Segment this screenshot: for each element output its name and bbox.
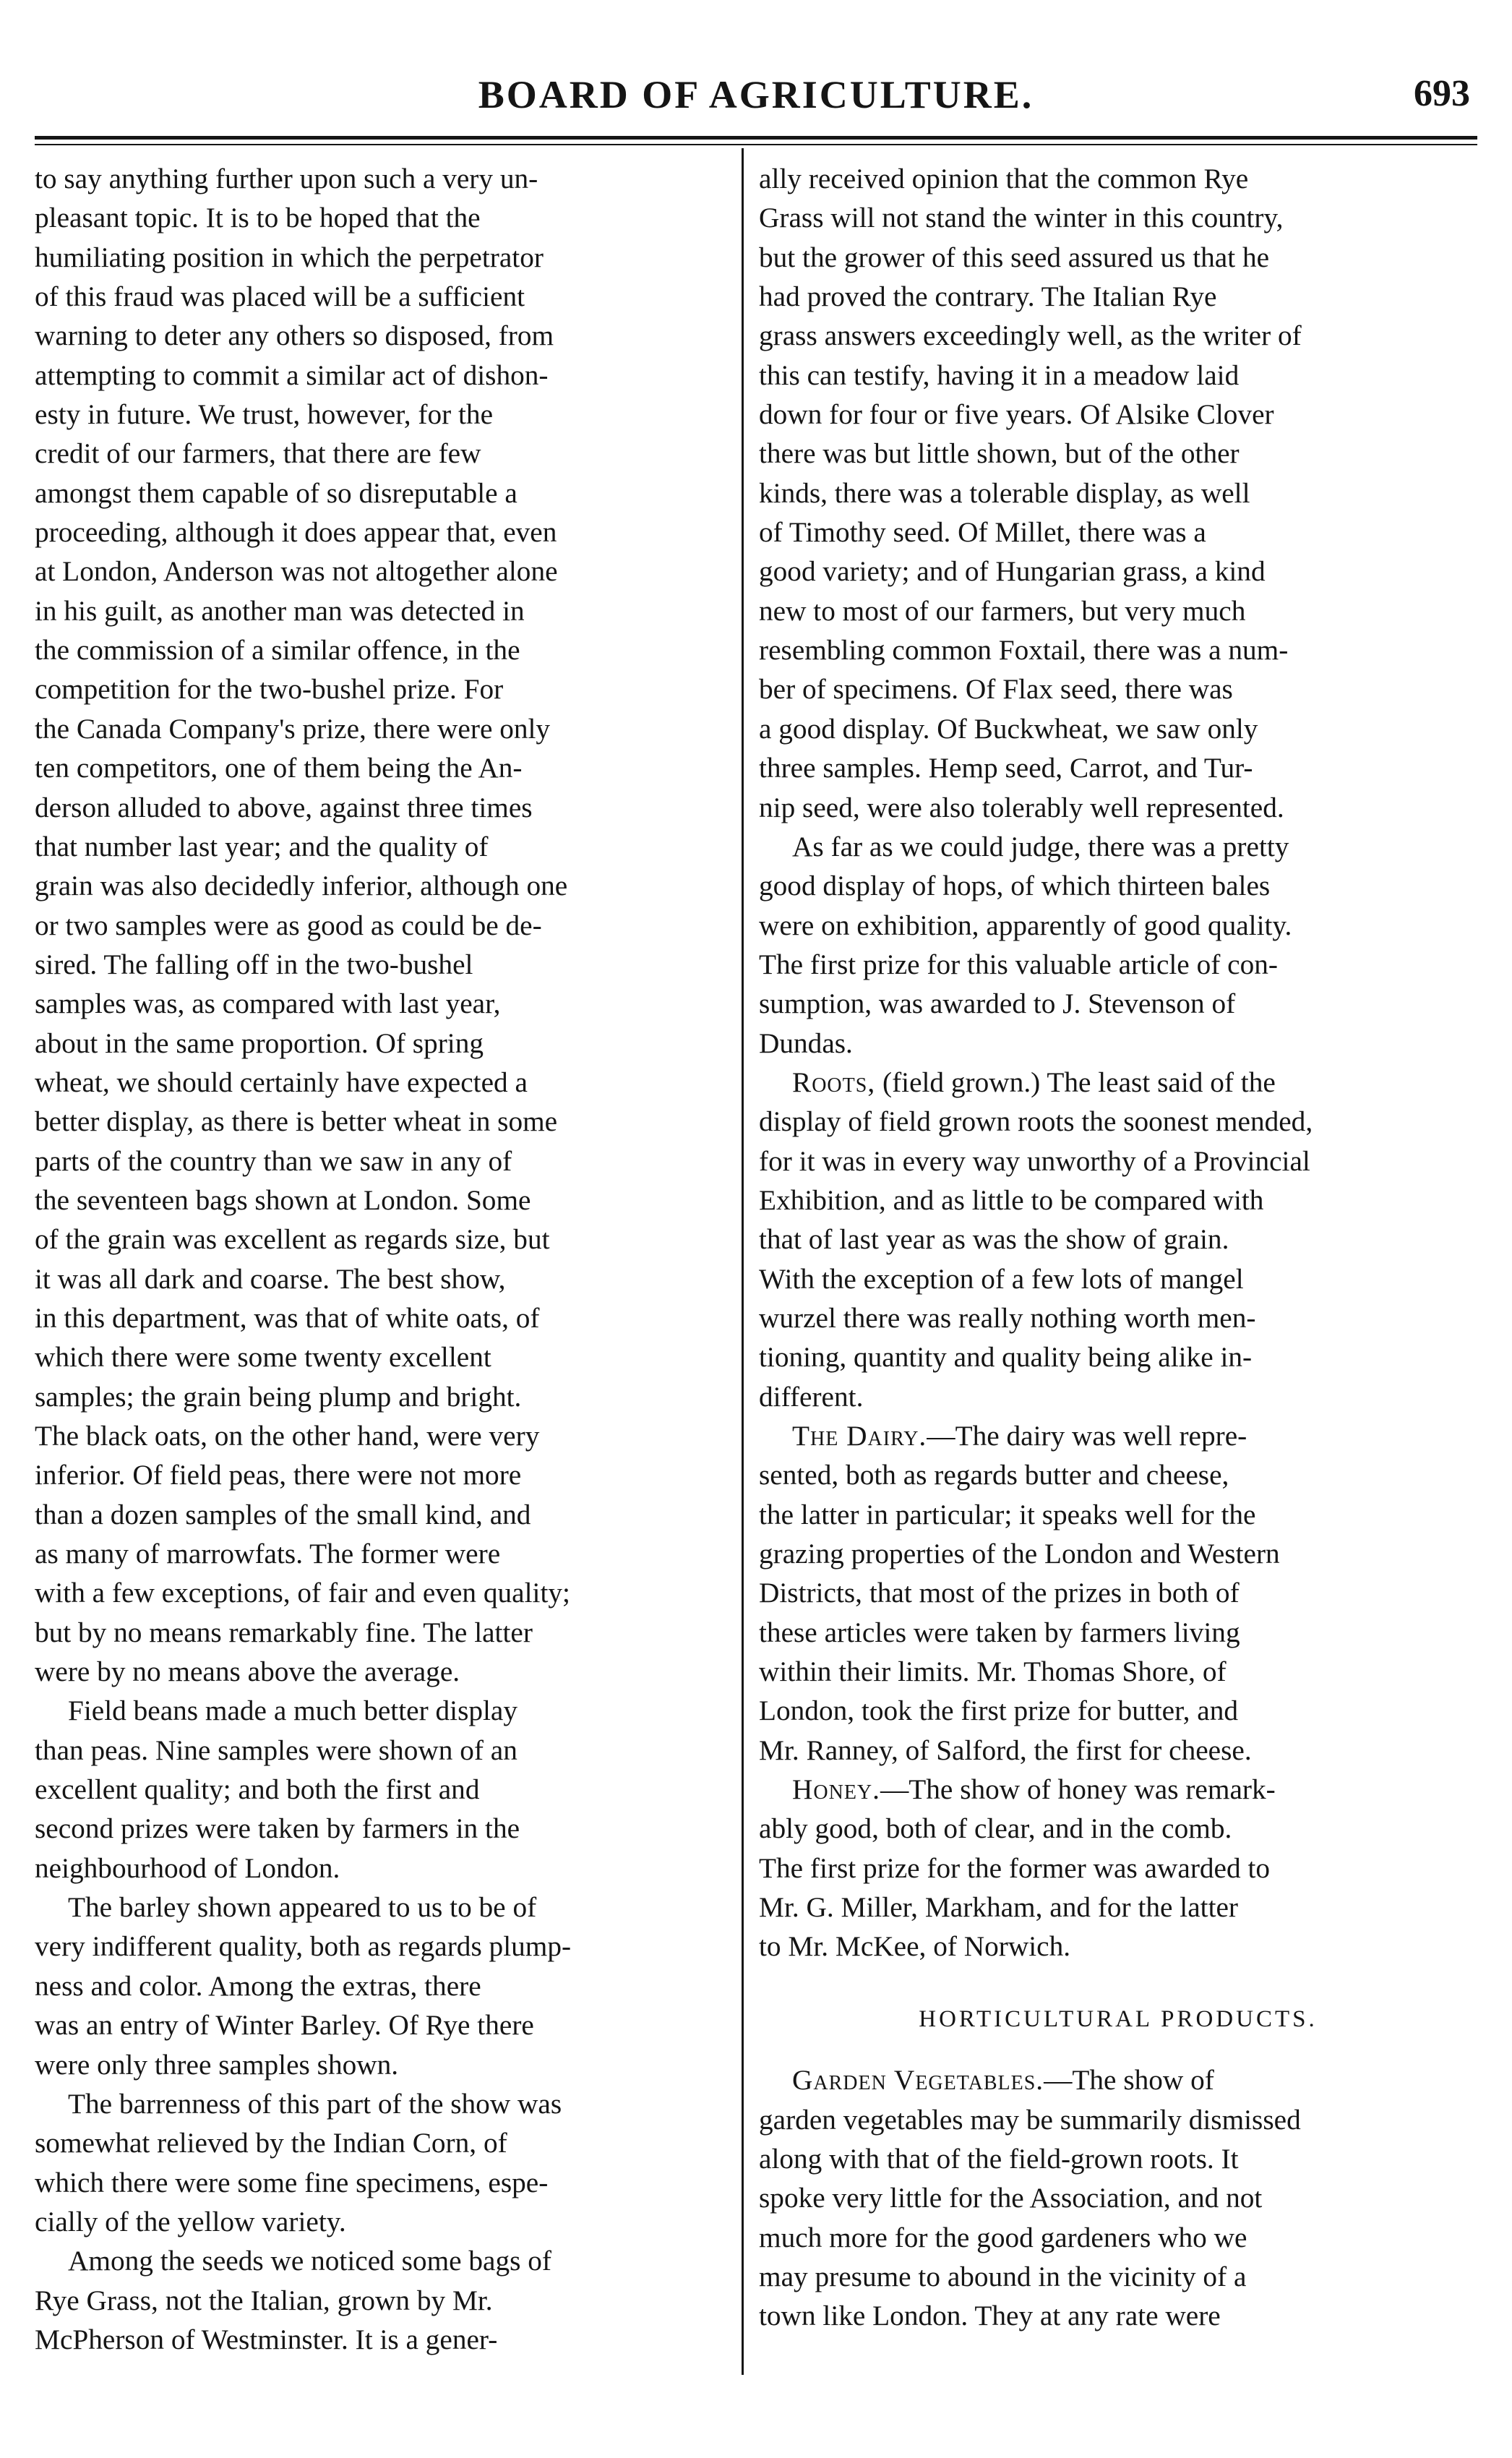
right-column <box>759 159 1477 2415</box>
text-line: better display, as there is better wheat in some <box>35 1105 558 1138</box>
text-line: or two samples were as good as could be de- <box>35 909 542 941</box>
text-line: second prizes were taken by farmers in the <box>35 1812 520 1845</box>
paragraph-seeds <box>35 2241 721 2359</box>
paragraph-fraud-and-grain <box>35 159 721 1691</box>
text-line: Mr. G. Miller, Markham, and for the latter <box>759 1891 1239 1924</box>
text-line: Mr. Ranney, of Salford, the first for cheese. <box>759 1734 1252 1766</box>
text-line: grain was also decidedly inferior, although one <box>35 870 568 902</box>
text-line: than a dozen samples of the small kind, and <box>35 1498 531 1530</box>
paragraph-lead: Roots, <box>792 1066 876 1098</box>
text-line: Rye Grass, not the Italian, grown by Mr. <box>35 2284 493 2316</box>
text-line: ally received opinion that the common Rye <box>759 163 1249 194</box>
text-line: as many of marrowfats. The former were <box>35 1538 501 1570</box>
text-line: McPherson of Westminster. It is a gener- <box>35 2323 498 2355</box>
text-line: inferior. Of field peas, there were not more <box>35 1459 522 1491</box>
text-line: along with that of the field-grown roots. It <box>759 2142 1239 2175</box>
paragraph-lead: Garden Vegetables. <box>792 2064 1044 2097</box>
page-header <box>35 56 1477 136</box>
text-line: three samples. Hemp seed, Carrot, and Tur- <box>759 752 1253 784</box>
text-line: good display of hops, of which thirteen bales <box>759 870 1271 902</box>
text-line: somewhat relieved by the Indian Corn, of <box>35 2127 507 2159</box>
text-line <box>759 2060 1477 2099</box>
text-line-rest: (field grown.) The least said of the <box>875 1066 1276 1098</box>
text-line-rest: —The dairy was well repre- <box>927 1420 1247 1452</box>
text-line: had proved the contrary. The Italian Rye <box>759 281 1217 313</box>
text-line: The barley shown appeared to us to be of <box>68 1891 537 1924</box>
text-line: the commission of a similar offence, in the <box>35 634 520 667</box>
text-line: of Timothy seed. Of Millet, there was a <box>759 516 1206 549</box>
text-line: ably good, both of clear, and in the comb. <box>759 1812 1232 1845</box>
text-line: was an entry of Winter Barley. Of Rye there <box>35 2009 534 2042</box>
text-line: different. <box>759 1380 864 1413</box>
text-line: garden vegetables may be summarily dismissed <box>759 2103 1301 2136</box>
text-line: credit of our farmers, that there are few <box>35 437 481 470</box>
column-divider <box>742 148 744 2375</box>
text-line: resembling common Foxtail, there was a num- <box>759 634 1289 667</box>
text-line: Dundas. <box>759 1027 853 1059</box>
text-line: but the grower of this seed assured us that he <box>759 241 1270 273</box>
text-line: which there were some twenty excellent <box>35 1341 491 1374</box>
text-line: esty in future. We trust, however, for the <box>35 398 494 431</box>
text-line: that number last year; and the quality of <box>35 830 489 862</box>
text-line: cially of the yellow variety. <box>35 2205 346 2238</box>
text-line: samples; the grain being plump and bright. <box>35 1380 522 1413</box>
text-line: this can testify, having it in a meadow laid <box>759 359 1240 391</box>
text-line <box>759 1416 1477 1455</box>
text-line: which there were some fine specimens, espe- <box>35 2166 549 2198</box>
running-title: BOARD OF AGRICULTURE. <box>478 73 1034 116</box>
text-line: The first prize for this valuable article of con- <box>759 948 1278 980</box>
text-line: display of field grown roots the soonest mended, <box>759 1105 1313 1138</box>
text-line: the latter in particular; it speaks well for the <box>759 1498 1256 1530</box>
paragraph-hops <box>759 827 1477 1063</box>
section-heading-horticultural: HORTICULTURAL PRODUCTS. <box>919 2005 1318 2032</box>
text-line: in his guilt, as another man was detected in <box>35 594 525 627</box>
text-line: but by no means remarkably fine. The latter <box>35 1616 533 1648</box>
text-line: nip seed, were also tolerably well represented. <box>759 791 1284 823</box>
text-line: town like London. They at any rate were <box>759 2300 1221 2332</box>
text-line: very indifferent quality, both as regards plump- <box>35 1930 572 1963</box>
paragraph-roots <box>759 1063 1477 1416</box>
paragraph-indian-corn <box>35 2084 721 2241</box>
text-line: about in the same proportion. Of spring <box>35 1027 484 1059</box>
text-line <box>759 1063 1477 1102</box>
text-line: Field beans made a much better display <box>68 1695 518 1727</box>
text-line: ness and color. Among the extras, there <box>35 1969 481 2002</box>
text-line: The barrenness of this part of the show was <box>68 2087 562 2120</box>
text-line: warning to deter any others so disposed, from <box>35 320 554 352</box>
text-line: than peas. Nine samples were shown of an <box>35 1734 517 1766</box>
text-line: sumption, was awarded to J. Stevenson of <box>759 988 1236 1020</box>
text-line: Grass will not stand the winter in this country, <box>759 202 1284 234</box>
text-line: ten competitors, one of them being the An- <box>35 752 523 784</box>
text-line: The first prize for the former was awarded to <box>759 1851 1271 1884</box>
text-line: for it was in every way unworthy of a Provincial <box>759 1144 1310 1177</box>
paragraph-rye-grass <box>759 159 1477 827</box>
text-line-rest: —The show of <box>1044 2064 1214 2097</box>
text-line: there was but little shown, but of the other <box>759 437 1240 470</box>
text-line: a good display. Of Buckwheat, we saw only <box>759 712 1258 745</box>
paragraph-field-beans <box>35 1691 721 1888</box>
paragraph-lead: Honey. <box>792 1773 880 1806</box>
text-line: of this fraud was placed will be a sufficient <box>35 281 525 313</box>
text-line: down for four or five years. Of Alsike Clover <box>759 398 1274 431</box>
text-line: grass answers exceedingly well, as the writer of <box>759 320 1302 352</box>
text-line: excellent quality; and both the first and <box>35 1773 480 1806</box>
text-line <box>759 1770 1477 1809</box>
text-line: good variety; and of Hungarian grass, a kind <box>759 555 1266 588</box>
text-line: sented, both as regards butter and cheese, <box>759 1459 1229 1491</box>
text-line: derson alluded to above, against three times <box>35 791 533 823</box>
paragraph-garden-vegetables <box>759 2060 1477 2335</box>
text-line: With the exception of a few lots of mangel <box>759 1262 1244 1295</box>
text-line: to say anything further upon such a very un- <box>35 163 538 194</box>
text-line: new to most of our farmers, but very much <box>759 594 1246 627</box>
text-line: kinds, there was a tolerable display, as well <box>759 476 1250 509</box>
text-line: grazing properties of the London and Western <box>759 1538 1280 1570</box>
paragraph-dairy <box>759 1416 1477 1770</box>
text-line: amongst them capable of so disreputable a <box>35 476 517 509</box>
text-line: Among the seeds we noticed some bags of <box>68 2245 551 2277</box>
text-line: tioning, quantity and quality being alike in- <box>759 1341 1253 1374</box>
left-column <box>35 159 721 2415</box>
text-line: much more for the good gardeners who we <box>759 2221 1247 2253</box>
text-line: were on exhibition, apparently of good quality. <box>759 909 1292 941</box>
text-line: Exhibition, and as little to be compared with <box>759 1183 1264 1216</box>
text-line: at London, Anderson was not altogether alone <box>35 555 558 588</box>
text-line: of the grain was excellent as regards size, but <box>35 1223 550 1256</box>
text-line: were by no means above the average. <box>35 1656 460 1688</box>
text-line: that of last year as was the show of grain. <box>759 1223 1229 1256</box>
paragraph-lead: The Dairy. <box>792 1420 927 1452</box>
paragraph-honey <box>759 1770 1477 1966</box>
text-line: sired. The falling off in the two-bushel <box>35 948 473 980</box>
text-line: these articles were taken by farmers living <box>759 1616 1240 1648</box>
text-line: London, took the first prize for butter, and <box>759 1695 1239 1727</box>
header-rule-thick <box>35 136 1477 140</box>
text-line: attempting to commit a similar act of dishon- <box>35 359 549 391</box>
paragraph-barley <box>35 1888 721 2084</box>
text-line: Districts, that most of the prizes in both of <box>759 1577 1240 1609</box>
text-line: As far as we could judge, there was a pretty <box>792 830 1289 862</box>
text-line: neighbourhood of London. <box>35 1851 340 1884</box>
text-line: pleasant topic. It is to be hoped that the <box>35 202 481 234</box>
text-line: ber of specimens. Of Flax seed, there was <box>759 673 1233 706</box>
text-line: competition for the two-bushel prize. For <box>35 673 504 706</box>
text-line: spoke very little for the Association, and not <box>759 2182 1263 2214</box>
text-line: with a few exceptions, of fair and even quality; <box>35 1577 570 1609</box>
text-line: to Mr. McKee, of Norwich. <box>759 1930 1071 1963</box>
page-number: 693 <box>1414 73 1470 114</box>
text-line: proceeding, although it does appear that, even <box>35 516 557 549</box>
text-line: in this department, was that of white oats, of <box>35 1301 540 1334</box>
text-line: samples was, as compared with last year, <box>35 988 501 1020</box>
text-line: parts of the country than we saw in any of <box>35 1144 512 1177</box>
text-line: wheat, we should certainly have expected a <box>35 1066 528 1098</box>
text-line: the Canada Company's prize, there were only <box>35 712 551 745</box>
text-line: may presume to abound in the vicinity of a <box>759 2260 1247 2292</box>
text-line: The black oats, on the other hand, were very <box>35 1420 540 1452</box>
text-line: it was all dark and coarse. The best show, <box>35 1262 506 1295</box>
text-line: humiliating position in which the perpetrator <box>35 241 544 273</box>
text-line: wurzel there was really nothing worth men- <box>759 1301 1256 1334</box>
text-line: the seventeen bags shown at London. Some <box>35 1183 531 1216</box>
text-line-rest: —The show of honey was remark- <box>880 1773 1276 1806</box>
text-line: were only three samples shown. <box>35 2048 399 2081</box>
text-line: within their limits. Mr. Thomas Shore, of <box>759 1656 1227 1688</box>
header-rule-thin <box>35 144 1477 145</box>
